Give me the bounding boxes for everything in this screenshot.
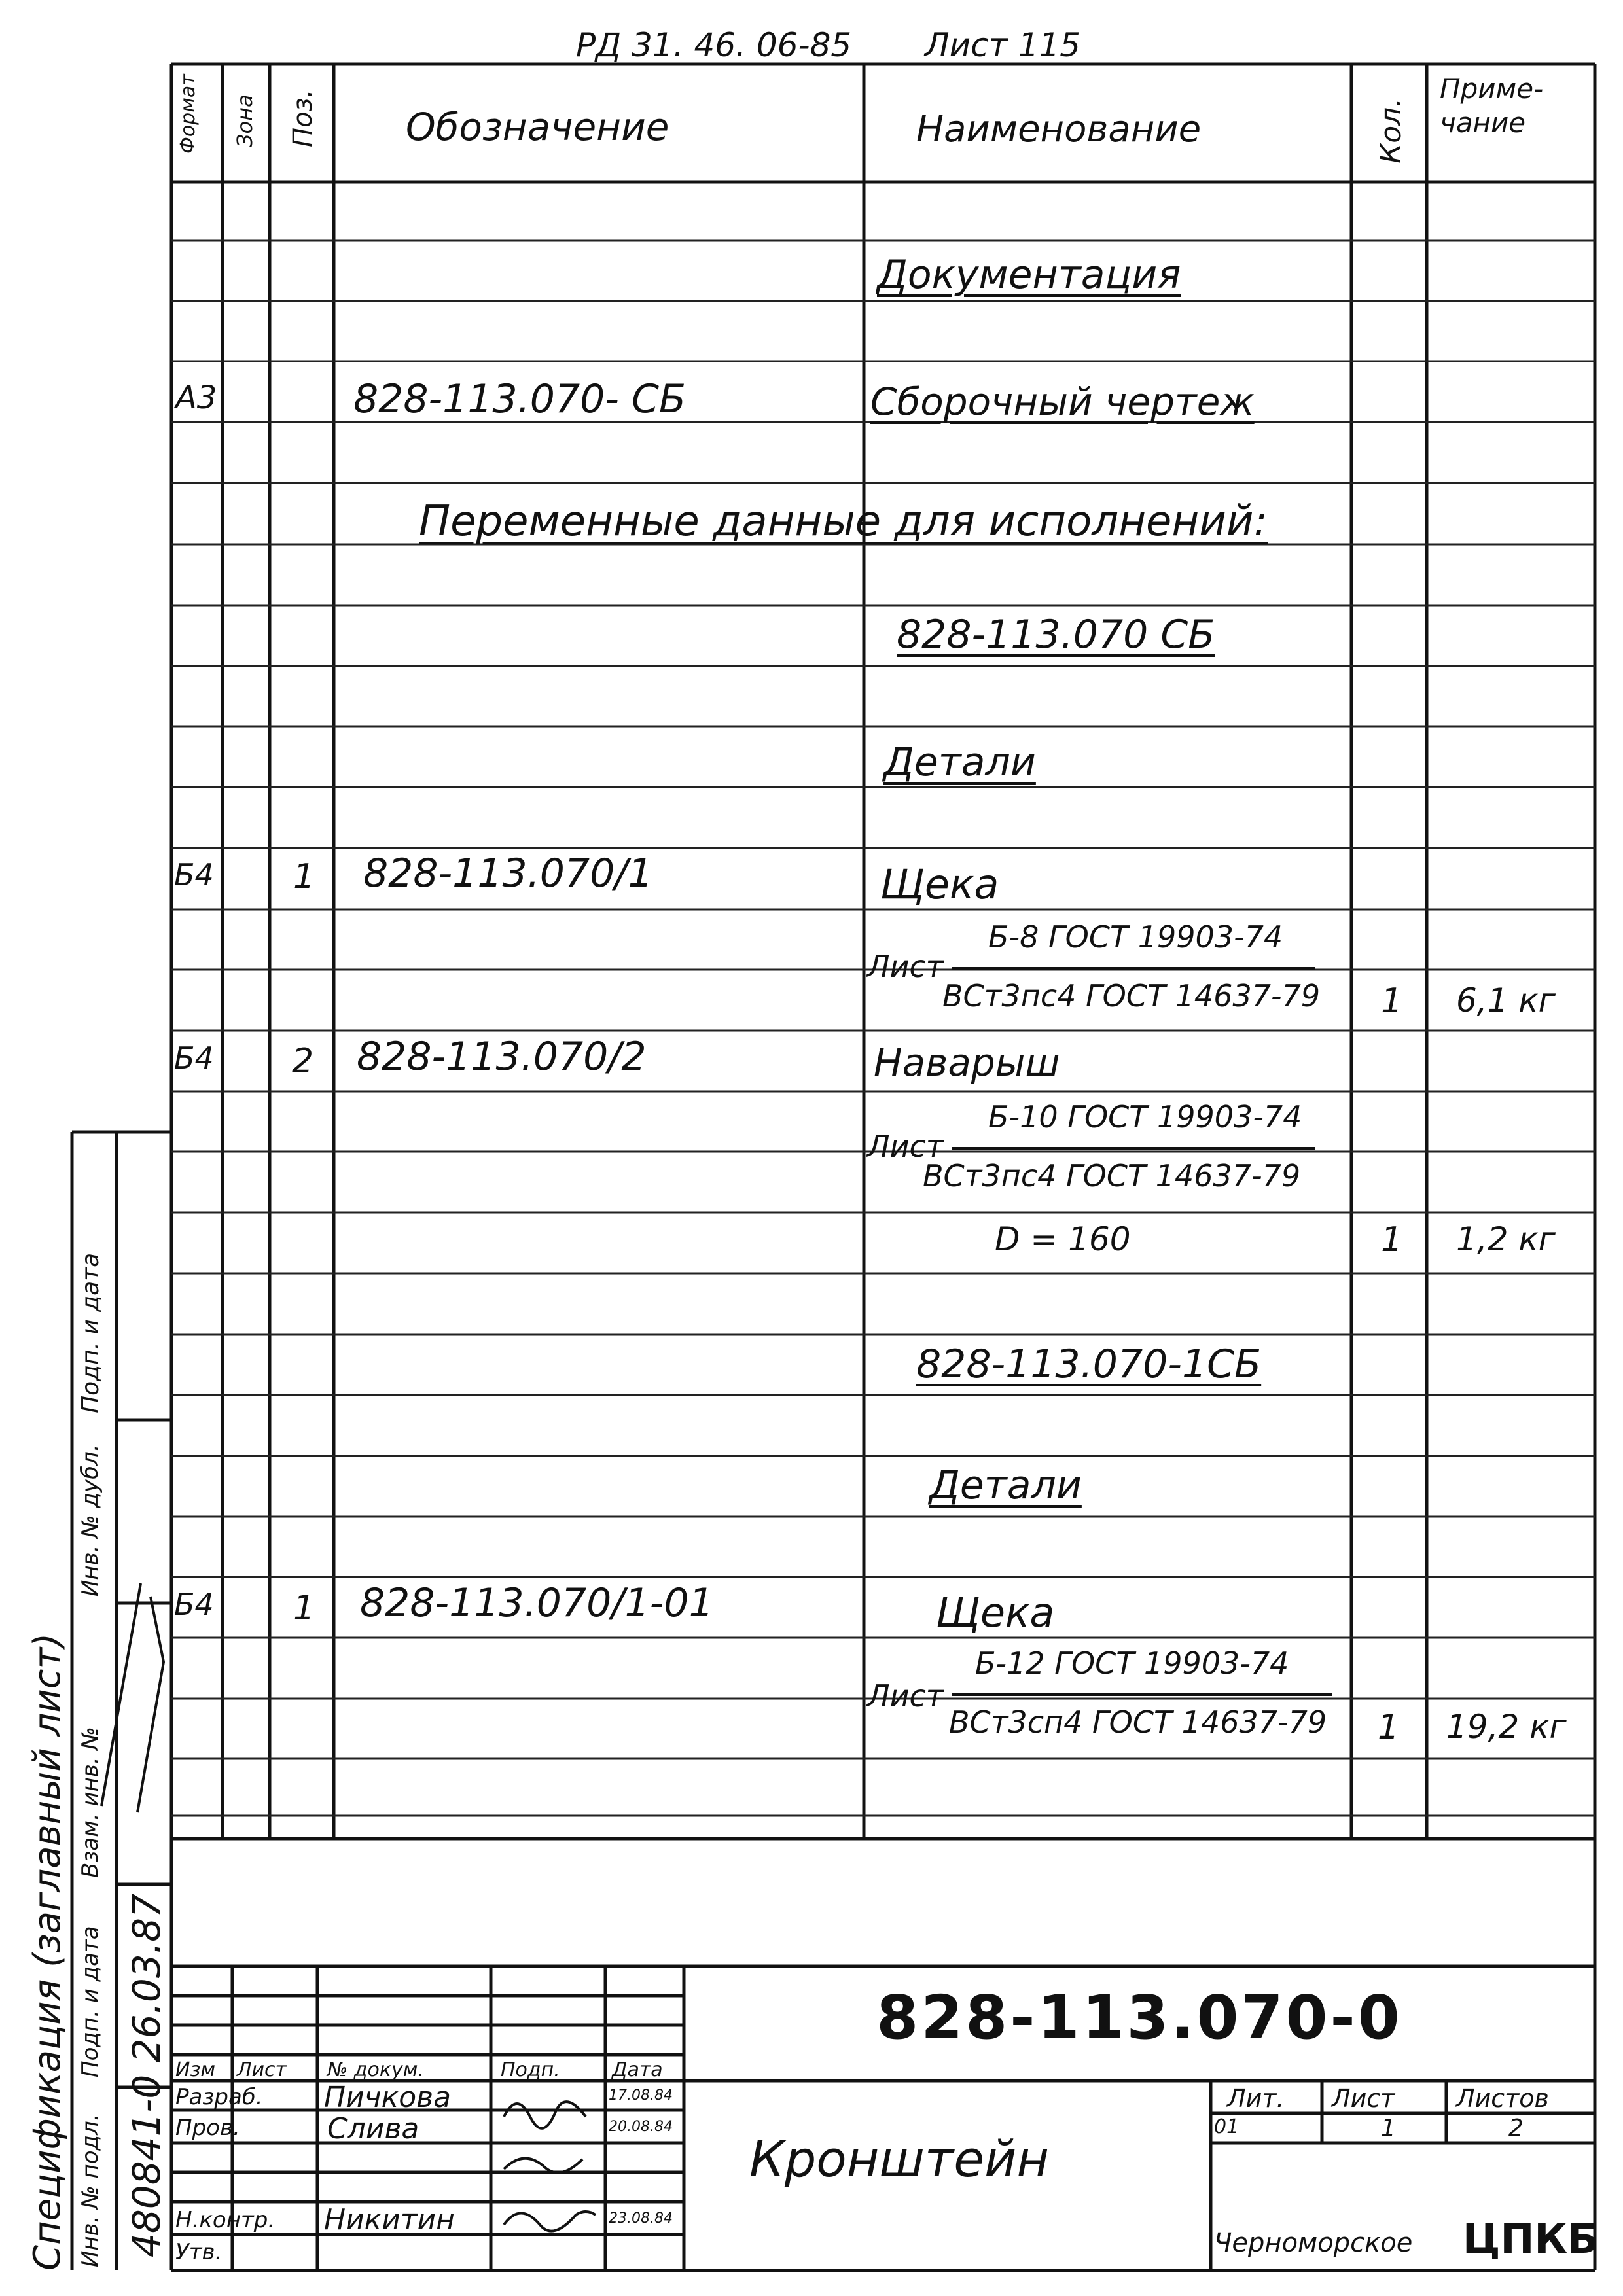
tb-name-checker: Слива — [327, 2112, 419, 2146]
tb-hdr-date: Дата — [612, 2058, 663, 2081]
item1-note: 6,1 кг — [1456, 981, 1556, 1019]
item3-material-prefix: Лист — [867, 1678, 944, 1714]
tb-lit-value: 01 — [1214, 2115, 1240, 2138]
variant2-code: 828-113.070-1СБ — [916, 1341, 1262, 1387]
side-label-dup-inv: Инв. № дубл. — [77, 1444, 103, 1597]
item2-qty: 1 — [1381, 1220, 1403, 1260]
side-label-sign-date-1: Подп. и дата — [77, 1926, 103, 2077]
tb-role-developer: Разраб. — [175, 2084, 263, 2110]
item2-material-bottom: ВСт3пс4 ГОСТ 14637-79 — [923, 1158, 1301, 1193]
tb-hdr-list: Лист — [237, 2058, 287, 2081]
item1-pos: 1 — [293, 857, 315, 896]
sheet-label: Лист 115 — [925, 26, 1081, 64]
item2-material-prefix: Лист — [867, 1129, 944, 1164]
tb-role-approver: Утв. — [175, 2239, 223, 2265]
item3-qty: 1 — [1378, 1708, 1400, 1747]
item1-format: Б4 — [174, 857, 214, 892]
item2-material-top: Б-10 ГОСТ 19903-74 — [988, 1099, 1302, 1135]
tb-role-checker: Пров. — [175, 2115, 240, 2141]
item1-qty: 1 — [1381, 981, 1403, 1021]
tb-date-checker: 20.08.84 — [609, 2119, 673, 2135]
doc-reference: РД 31. 46. 06-85 — [576, 26, 852, 64]
side-label-sign-date-2: Подп. и дата — [77, 1252, 104, 1413]
item3-name: Щека — [936, 1589, 1055, 1636]
tb-name-developer: Пичкова — [324, 2081, 452, 2114]
item2-pos: 2 — [292, 1042, 314, 1081]
tb-organization-abbrev: ЦПКБ — [1463, 2215, 1599, 2263]
tb-organization: Черноморское — [1214, 2228, 1413, 2258]
tb-name-norm: Никитин — [324, 2203, 455, 2236]
tb-date-developer: 17.08.84 — [609, 2087, 673, 2104]
side-strip-title: Спецификация (заглавный лист) — [26, 1633, 69, 2270]
tb-role-norm: Н.контр. — [175, 2207, 276, 2233]
tb-sheets-value: 2 — [1508, 2115, 1524, 2142]
col-header-qty: Кол. — [1374, 97, 1408, 164]
tb-lit-label: Лит. — [1227, 2084, 1285, 2113]
tb-date-norm: 23.08.84 — [609, 2210, 673, 2227]
tb-hdr-sign: Подп. — [501, 2058, 560, 2081]
tb-sheets-label: Листов — [1456, 2084, 1549, 2113]
side-label-replace-inv: Взам. инв. № — [77, 1727, 103, 1878]
tb-hdr-doc-no: № докум. — [327, 2058, 424, 2081]
parts-heading-2: Детали — [929, 1462, 1082, 1508]
item3-code: 828-113.070/1-01 — [360, 1580, 714, 1626]
col-header-designation: Обозначение — [406, 105, 669, 149]
item1-material-top: Б-8 ГОСТ 19903-74 — [988, 919, 1283, 955]
item1-material-bottom: ВСт3пс4 ГОСТ 14637-79 — [942, 978, 1321, 1014]
item3-format: Б4 — [174, 1587, 214, 1622]
item3-note: 19,2 кг — [1446, 1708, 1567, 1746]
tb-sheet-label: Лист — [1332, 2084, 1395, 2113]
col-header-pos: Поз. — [288, 89, 318, 147]
tb-sheet-value: 1 — [1381, 2115, 1396, 2142]
col-header-zone: Зона — [232, 94, 257, 147]
side-label-inv-orig: Инв. № подл. — [77, 2113, 103, 2267]
item1-name: Щека — [880, 860, 999, 908]
variant1-code: 828-113.070 СБ — [897, 612, 1215, 658]
assembly-drawing-name: Сборочный чертеж — [870, 380, 1255, 424]
item3-material-top: Б-12 ГОСТ 19903-74 — [975, 1646, 1289, 1681]
item3-material-bottom: ВСт3сп4 ГОСТ 14637-79 — [949, 1704, 1327, 1740]
item1-code: 828-113.070/1 — [363, 851, 653, 896]
tb-hdr-izm: Изм — [175, 2058, 216, 2081]
parts-heading-1: Детали — [883, 739, 1036, 785]
item2-note: 1,2 кг — [1456, 1220, 1556, 1258]
assembly-drawing-code: 828-113.070- СБ — [353, 376, 687, 422]
row-format-a3: А3 — [175, 380, 217, 416]
side-strip-inv-value: 480841-0 26.03.87 — [124, 1894, 169, 2257]
item2-format: Б4 — [174, 1040, 214, 1076]
item2-name: Наварыш — [874, 1040, 1060, 1085]
title-block-product-name: Кронштейн — [749, 2130, 1050, 2188]
col-header-note: Приме- чание — [1440, 73, 1544, 139]
item2-code: 828-113.070/2 — [357, 1034, 647, 1080]
variable-data-heading: Переменные данные для исполнений: — [419, 497, 1268, 546]
col-header-format: Формат — [177, 74, 200, 154]
item2-dimension: D = 160 — [995, 1220, 1131, 1258]
title-block-doc-code: 828-113.070-0 — [876, 1983, 1402, 2053]
item1-material-prefix: Лист — [867, 949, 944, 984]
col-header-name: Наименование — [916, 108, 1202, 150]
item3-pos: 1 — [293, 1589, 315, 1628]
section-documentation: Документация — [877, 252, 1181, 298]
